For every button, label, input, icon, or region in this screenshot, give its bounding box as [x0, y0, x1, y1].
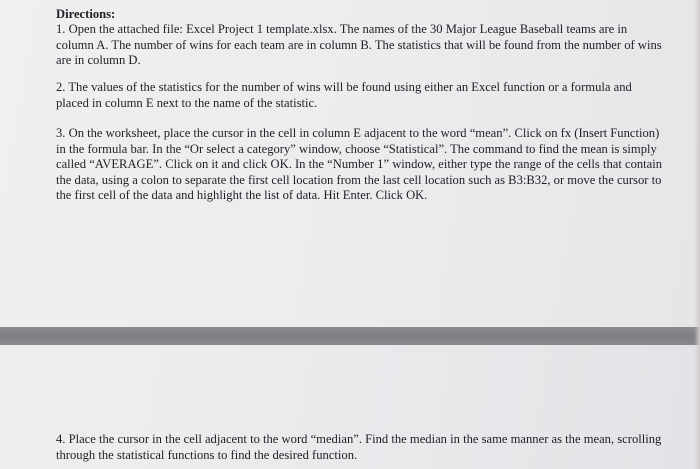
page-divider [0, 327, 700, 345]
step-3-paragraph: 3. On the worksheet, place the cursor in the cell in column E adjacent to the word “mean”. Click on fx (Insert Function) in the formula bar. In the “Or select a category” window, choose “Statistical”. The command to find the mean is simply called “AVERAGE”. Click on it and click OK. In the “Number 1” window, either type the range of the cells that contain the data, using a colon to separate the first cell location from the last cell location such as B3:B32, or move the cursor to the first cell of the data and highlight the list of data. Hit Enter. Click OK. [56, 126, 663, 203]
step-2-paragraph: 2. The values of the statistics for the number of wins will be found using either an Excel function or a formula and placed in column E next to the name of the statistic. [56, 80, 632, 110]
step-1-paragraph: 1. Open the attached file: Excel Project 1 template.xlsx. The names of the 30 Major League Baseball teams are in column A. The number of wins for each team are in column B. The statistics that will be found from the number of wins are in column D. [56, 22, 662, 68]
step-4-paragraph: 4. Place the cursor in the cell adjacent to the word “median”. Find the median in the same manner as the mean, scrolling through the statistical functions to find the desired function. [56, 432, 662, 462]
page-edge [694, 0, 700, 469]
directions-heading: Directions: [56, 7, 116, 21]
